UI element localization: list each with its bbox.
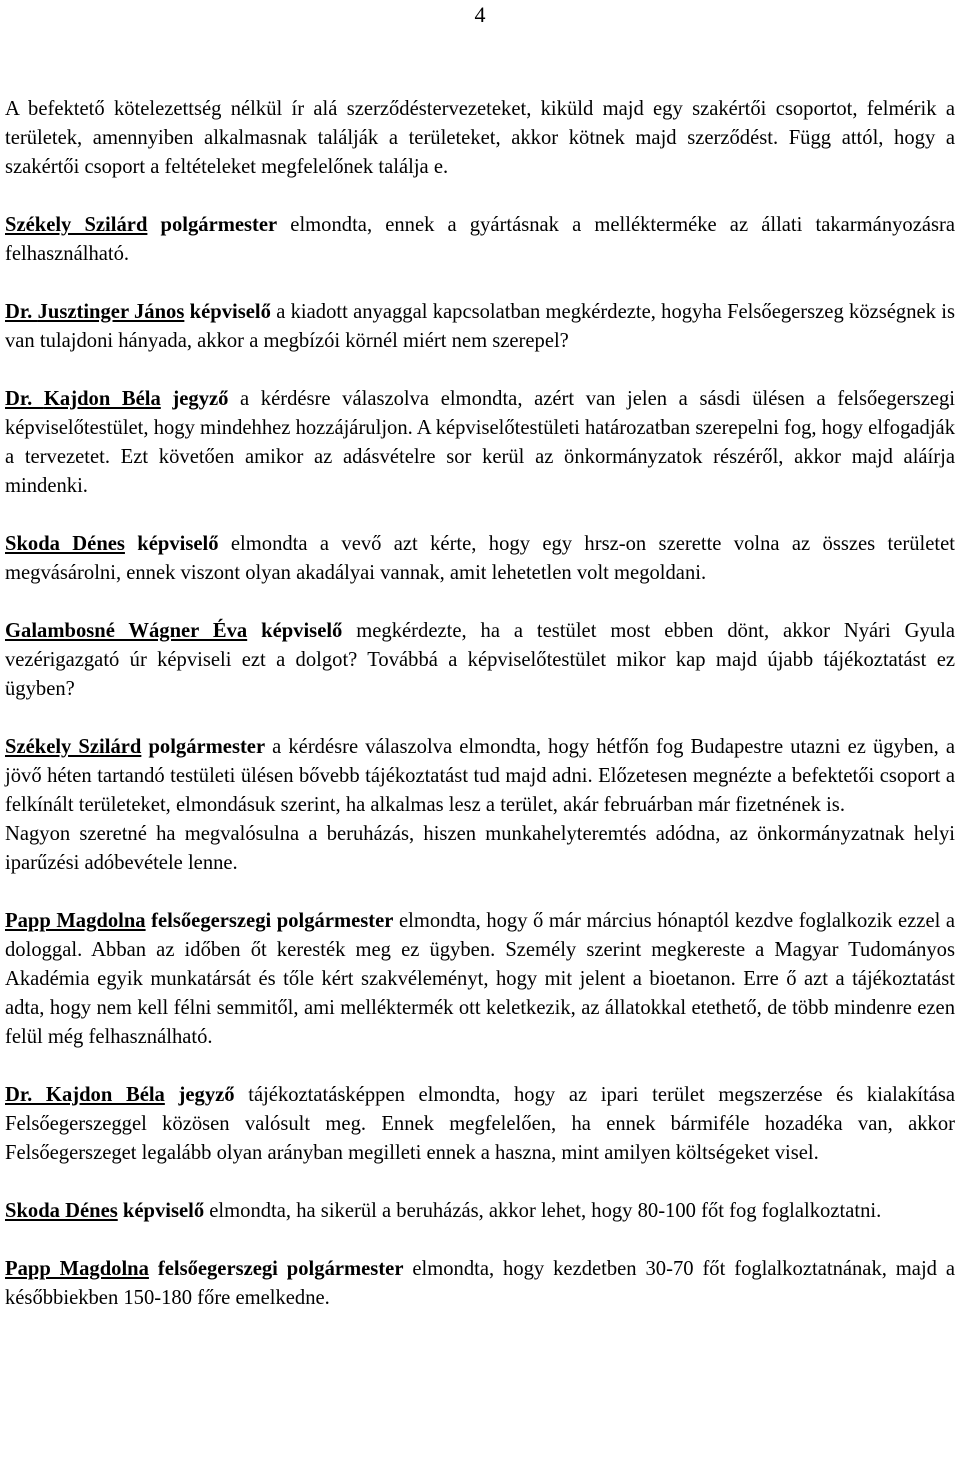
speaker-prefix: Dr. bbox=[5, 301, 38, 323]
speaker-name: Skoda Dénes bbox=[5, 1200, 118, 1222]
speaker-title: képviselő bbox=[261, 620, 343, 642]
paragraph-text: Nagyon szeretné ha megvalósulna a beruházás, hiszen munkahelyteremtés adódna, az önkormányzatnak helyi iparűzési adóbevétele lenne. bbox=[5, 823, 955, 874]
speaker-title: polgármester bbox=[148, 736, 266, 758]
speaker-title: képviselő bbox=[137, 533, 219, 555]
paragraph bbox=[5, 1081, 955, 1168]
speaker-title: jegyző bbox=[178, 1084, 235, 1106]
speaker-name: Papp Magdolna bbox=[5, 910, 146, 932]
paragraph bbox=[5, 1197, 955, 1226]
paragraph-text: elmondta, hogy kezdetben 30-70 főt foglalkoztatnának, majd a későbbiekben 150-180 főre emelkedne. bbox=[5, 1258, 955, 1309]
paragraph bbox=[5, 733, 955, 820]
paragraph-text: tájékoztatásképpen elmondta, hogy az ipari terület megszerzése és kialakítása Felsőegerszeggel közösen valósult meg. Ennek megfelelően, ha ennek bármiféle hozadéka van, akkor Felsőegerszeget legalább olyan arányban megilleti ennek a haszna, mint amilyen költségeket visel. bbox=[5, 1084, 955, 1164]
speaker-prefix: Dr. bbox=[5, 388, 44, 410]
speaker-name: Székely Szilárd bbox=[5, 214, 148, 236]
speaker-name: Kajdon Béla bbox=[43, 388, 161, 410]
paragraph bbox=[5, 298, 955, 356]
page-number: 4 bbox=[474, 2, 486, 27]
paragraph-text: megkérdezte, ha a testület most ebben dönt, akkor Nyári Gyula vezérigazgató úr képviseli ezt a dolgot? Továbbá a képviselőtestület mikor kap majd újabb tájékoztatást ez ügyben? bbox=[5, 620, 955, 700]
paragraph bbox=[5, 820, 955, 878]
paragraph-text: a kérdésre válaszolva elmondta, azért van jelen a sásdi ülésen a felsőegerszegi képviselőtestület, hogy mindehhez hozzájáruljon. A képviselőtestületi határozatban szerepelni fog, hogy elfogadják a tervezetet. Ezt követően amikor az adásvételre sor kerül az önkormányzatok részéről, akkor majd aláírja mindenki. bbox=[5, 388, 955, 497]
paragraph bbox=[5, 907, 955, 1052]
paragraph-text: A befektető kötelezettség nélkül ír alá szerződéstervezeteket, kiküld majd egy szakértői csoportot, felmérik a területek, amennyiben alkalmasnak találják a területeket, akkor kötnek majd szerződést. Függ attól, hogy a szakértői csoport a feltételeket megfelelőnek találja e. bbox=[5, 98, 955, 178]
paragraph bbox=[5, 530, 955, 588]
document-body bbox=[5, 95, 955, 1342]
speaker-name: Skoda Dénes bbox=[5, 533, 125, 555]
speaker-name: Papp Magdolna bbox=[5, 1258, 149, 1280]
speaker-name: Dr. Kajdon Béla bbox=[5, 1084, 165, 1106]
paragraph bbox=[5, 385, 955, 501]
speaker-title: képviselő bbox=[122, 1200, 205, 1222]
paragraph bbox=[5, 95, 955, 182]
speaker-name: Jusztinger János bbox=[37, 301, 185, 323]
speaker-title: jegyző bbox=[172, 388, 229, 410]
paragraph-text: a kérdésre válaszolva elmondta, hogy hétfőn fog Budapestre utazni ez ügyben, a jövő héten tartandó testületi ülésen bővebb tájékoztatást tud majd adni. Előzetesen megnézte a befektetői csoport a felkínált területeket, elmondásuk szerint, ha alkalmas lesz a terület, akár februárban már fizetnének is. bbox=[5, 736, 955, 816]
speaker-title: polgármester bbox=[160, 214, 278, 236]
speaker-title: képviselő bbox=[189, 301, 271, 323]
paragraph-text: elmondta, hogy ő már március hónaptól kezdve foglalkozik ezzel a dologgal. Abban az időben őt keresték meg ez ügyben. Személy szerint megkereste a Magyar Tudományos Akadémia egyik munkatársát és tőle kért szakvéleményt, hogy mit jelent a bioetanon. Erre ő azt a tájékoztatást adta, hogy nem kell félni semmitől, ami melléktermék ott keletkezik, az állatokkal etethető, de több mindenre ezen felül még felhasználható. bbox=[5, 910, 956, 1048]
paragraph-text: elmondta, ennek a gyártásnak a mellékterméke az állati takarmányozásra felhasználható. bbox=[5, 214, 955, 265]
speaker-title: felsőegerszegi polgármester bbox=[151, 910, 394, 932]
paragraph-text: elmondta a vevő azt kérte, hogy egy hrsz-on szerette volna az összes területet megvásárolni, ennek viszont olyan akadályai vannak, amit lehetetlen volt megoldani. bbox=[5, 533, 955, 584]
paragraph bbox=[5, 211, 955, 269]
paragraph bbox=[5, 617, 955, 704]
speaker-name: Galambosné Wágner Éva bbox=[5, 620, 248, 642]
speaker-name: Székely Szilárd bbox=[5, 736, 142, 758]
paragraph-text: elmondta, ha sikerül a beruházás, akkor lehet, hogy 80-100 főt fog foglalkoztatni. bbox=[204, 1200, 882, 1222]
paragraph bbox=[5, 1255, 955, 1313]
paragraph-text: a kiadott anyaggal kapcsolatban megkérdezte, hogyha Felsőegerszeg községnek is van tulajdoni hányada, akkor a megbízói körnél miért nem szerepel? bbox=[5, 301, 955, 352]
speaker-title: felsőegerszegi polgármester bbox=[157, 1258, 404, 1280]
